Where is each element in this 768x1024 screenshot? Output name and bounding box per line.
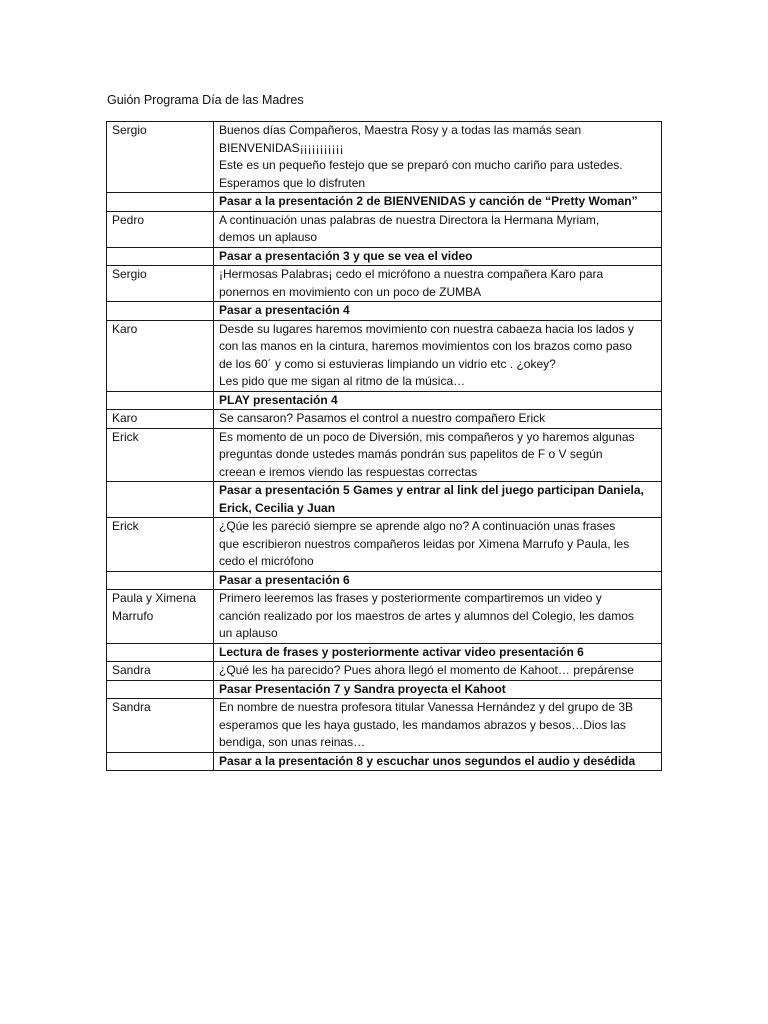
speaker-cell: Sandra [107,699,214,753]
instruction-cell [214,193,662,212]
text-line: Este es un pequeño festejo que se preparó con mucho cariño para ustedes. [219,158,623,172]
text-line: Buenos días Compañeros, Maestra Rosy y a todas las mamás sean [219,123,582,137]
text-line: ¡Hermosas Palabras¡ cedo el micrófono a nuestra compañera Karo para [219,267,604,281]
text-line: Es momento de un poco de Diversión, mis compañeros y yo haremos algunas [219,429,635,444]
text-line: de los 60´ y como si estuvieras limpiando un vidrio etc . ¿okey? [219,356,556,371]
instruction-row [107,247,662,266]
text-line: canción realizado por los maestros de artes y alumnos del Colegio, les damos [219,608,634,623]
text-line: que escribieron nuestros compañeros leidas por Ximena Marrufo y Paula, les [219,536,630,551]
instruction-row [107,680,662,699]
dialogue-cell [214,266,662,302]
speaker-cell [107,391,214,410]
dialogue-row [107,590,662,644]
text-line: Pasar a presentación 3 y que se vea el video [219,248,473,263]
dialogue-row [107,518,662,572]
speaker-cell [107,643,214,662]
speaker-cell: Sandra [107,662,214,681]
instruction-cell [214,302,662,321]
text-line: BIENVENIDAS¡¡¡¡¡¡¡¡¡¡¡ [219,140,344,155]
text-line: demos un aplauso [219,230,318,244]
text-line: Lectura de frases y posteriormente activar video presentación 6 [219,644,584,659]
text-line: PLAY presentación 4 [219,392,338,407]
dialogue-cell [214,410,662,429]
text-line: Pasar Presentación 7 y Sandra proyecta el Kahoot [219,681,506,696]
text-line: Erick, Cecilia y Juan [219,500,336,515]
text-line: creean e iremos viendo las respuestas correctas [219,464,478,479]
text-line: Pasar a la presentación 8 y escuchar unos segundos el audio y desédida [219,753,636,768]
instruction-row [107,302,662,321]
text-line: Pasar a presentación 6 [219,572,350,587]
text-line: preguntas donde ustedes mamás pondrán sus papelitos de F o V según [219,447,603,461]
instruction-row [107,752,662,771]
text-line: ¿Qué les ha parecido? Pues ahora llegó el momento de Kahoot… prepárense [219,663,634,677]
text-line: Esperamos que lo disfruten [219,175,366,190]
text-line: Desde su lugares haremos movimiento con nuestra cabaeza hacia los lados y [219,321,634,336]
speaker-cell [107,482,214,518]
speaker-cell: Sergio [107,122,214,193]
speaker-cell [107,247,214,266]
text-line: esperamos que les haya gustado, les mandamos abrazos y besos…Dios las [219,717,626,732]
instruction-cell [214,643,662,662]
text-line: con las manos en la cintura, haremos movimientos con los brazos como paso [219,339,632,353]
text-line: Pasar a presentación 5 Games y entrar al link del juego participan Daniela, [219,483,644,497]
instruction-cell [214,680,662,699]
text-line: Les pido que me sigan al ritmo de la música… [219,374,466,388]
speaker-cell [107,571,214,590]
speaker-cell: Erick [107,428,214,482]
text-line: Pasar a presentación 4 [219,303,350,317]
dialogue-row [107,266,662,302]
text-line: Pasar a la presentación 2 de BIENVENIDAS y canción de “Pretty Woman” [219,194,638,208]
instruction-row [107,193,662,212]
speaker-cell: Erick [107,518,214,572]
dialogue-row [107,211,662,247]
text-line: Se cansaron? Pasamos el control a nuestro compañero Erick [219,411,546,425]
text-line: ponernos en movimiento con un poco de ZUMBA [219,284,482,299]
dialogue-cell [214,699,662,753]
speaker-cell [107,193,214,212]
speaker-cell: Karo [107,410,214,429]
instruction-row [107,571,662,590]
instruction-cell [214,571,662,590]
text-line: A continuación unas palabras de nuestra Directora la Hermana Myriam, [219,212,600,227]
dialogue-row [107,662,662,681]
dialogue-row [107,428,662,482]
instruction-cell [214,752,662,771]
dialogue-cell [214,320,662,391]
text-line: ¿Qúe les pareció siempre se aprende algo no? A continuación unas frases [219,519,616,533]
instruction-cell [214,391,662,410]
speaker-cell [107,752,214,771]
text-line: En nombre de nuestra profesora titular Vanessa Hernández y del grupo de 3B [219,700,634,714]
instruction-row [107,482,662,518]
instruction-row [107,391,662,410]
speaker-cell: Paula y Ximena Marrufo [107,590,214,644]
dialogue-cell [214,518,662,572]
script-table [106,121,662,771]
text-line: Primero leeremos las frases y posteriormente compartiremos un video y [219,591,602,605]
speaker-cell [107,680,214,699]
dialogue-cell [214,590,662,644]
instruction-cell [214,482,662,518]
dialogue-cell [214,211,662,247]
speaker-cell: Karo [107,320,214,391]
speaker-cell: Sergio [107,266,214,302]
script-table-body [107,122,662,771]
dialogue-cell [214,122,662,193]
dialogue-cell [214,428,662,482]
dialogue-cell [214,662,662,681]
dialogue-row [107,320,662,391]
instruction-row [107,643,662,662]
text-line: bendiga, son unas reinas… [219,735,366,749]
dialogue-row [107,410,662,429]
dialogue-row [107,699,662,753]
document-title: Guión Programa Día de las Madres [107,93,304,107]
speaker-cell: Pedro [107,211,214,247]
speaker-cell [107,302,214,321]
text-line: cedo el micrófono [219,554,314,568]
text-line: un aplauso [219,626,278,640]
dialogue-row [107,122,662,193]
instruction-cell [214,247,662,266]
